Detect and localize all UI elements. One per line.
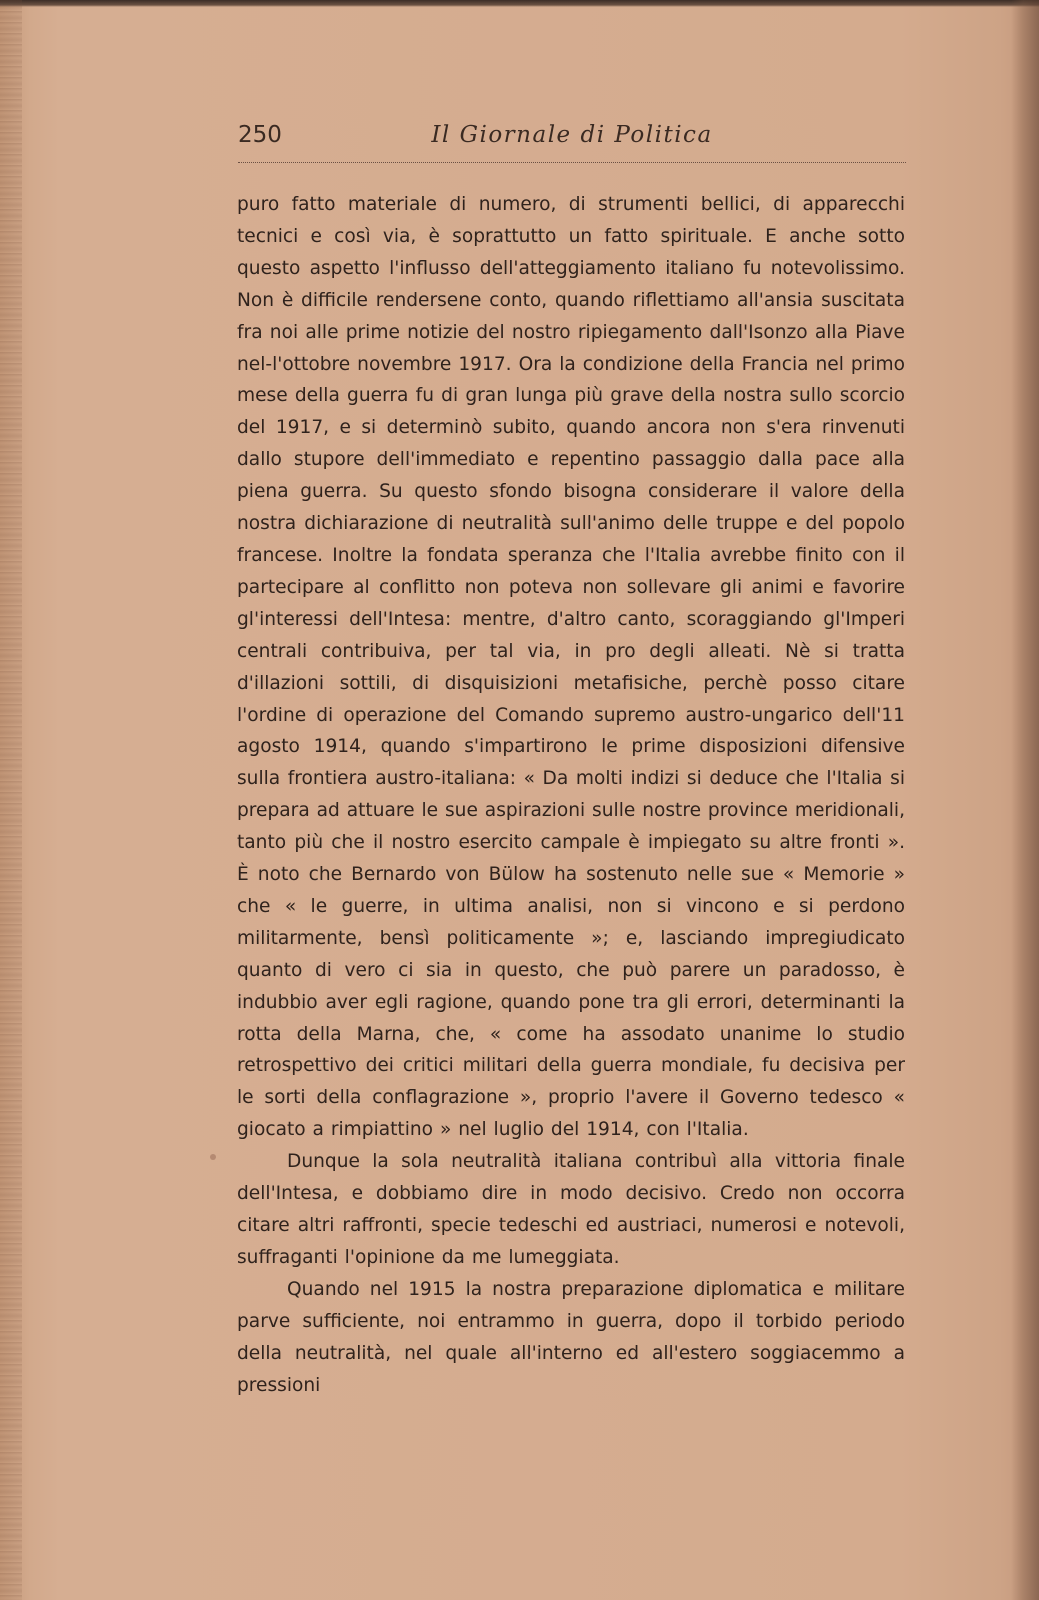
body-text: [237, 189, 905, 1401]
paragraph-1: puro fatto materiale di numero, di strumenti bellici, di apparecchi tecnici e così via, è soprattutto un fatto spirituale. E anche sotto questo aspetto l'influsso dell'atteggiamento italiano fu notevolissimo. Non è difficile rendersene conto, quando riflettiamo all'ansia suscitata fra noi alle prime notizie del nostro ripiegamento dall'Isonzo alla Piave nel-l'ottobre novembre 1917. Ora la condizione della Francia nel primo mese della guerra fu di gran lunga più grave della nostra sullo scorcio del 1917, e si determinò subito, quando ancora non s'era rinvenuti dallo stupore dell'immediato e repentino passaggio dalla pace alla piena guerra. Su questo sfondo bisogna considerare il valore della nostra dichiarazione di neutralità sull'animo delle truppe e del popolo francese. Inoltre la fondata speranza che l'Italia avrebbe finito con il partecipare al conflitto non poteva non sollevare gli animi e favorire gl'interessi dell'Intesa: mentre, d'altro canto, scoraggiando gl'Imperi centrali contribuiva, per tal via, in pro degli alleati. Nè si tratta d'illazioni sottili, di disquisizioni metafisiche, perchè posso citare l'ordine di operazione del Comando supremo austro-ungarico dell'11 agosto 1914, quando s'impartirono le prime disposizioni difensive sulla frontiera austro-italiana: « Da molti indizi si deduce che l'Italia si prepara ad attuare le sue aspirazioni sulle nostre province meridionali, tanto più che il nostro esercito campale è impiegato su altre fronti ». È noto che Bernardo von Bülow ha sostenuto nelle sue « Memorie » che « le guerre, in ultima analisi, non si vincono e si perdono militarmente, bensì politicamente »; e, lasciando impregiudicato quanto di vero ci sia in questo, che può parere un paradosso, è indubbio aver egli ragione, quando pone tra gli errori, determinanti la rotta della Marna, che, « come ha assodato unanime lo studio retrospettivo dei critici militari della guerra mondiale, fu decisiva per le sorti della conflagrazione », proprio l'avere il Governo tedesco « giocato a rimpiattino » nel luglio del 1914, con l'Italia.: [237, 194, 906, 1141]
running-title: Il Giornale di Politica: [431, 122, 713, 148]
page-right-edge: [1011, 0, 1039, 1600]
page-top-edge: [0, 0, 1039, 7]
header-divider: [238, 162, 906, 163]
page-header: [238, 118, 906, 158]
paragraph-2: Dunque la sola neutralità italiana contribuì alla vittoria finale dell'Intesa, e dobbiamo dire in modo decisivo. Credo non occorra citare altri raffronti, specie tedeschi ed austriaci, numerosi e notevoli, suffraganti l'opinione da me lumeggiata.: [237, 1151, 905, 1268]
page-left-edge: [0, 0, 22, 1600]
paper-speck: [210, 1154, 216, 1160]
page-number: 250: [238, 122, 282, 148]
paragraph-3: Quando nel 1915 la nostra preparazione diplomatica e militare parve sufficiente, noi entrammo in guerra, dopo il torbido periodo della neutralità, nel quale all'interno ed all'estero soggiacemmo a pressioni: [237, 1278, 905, 1396]
